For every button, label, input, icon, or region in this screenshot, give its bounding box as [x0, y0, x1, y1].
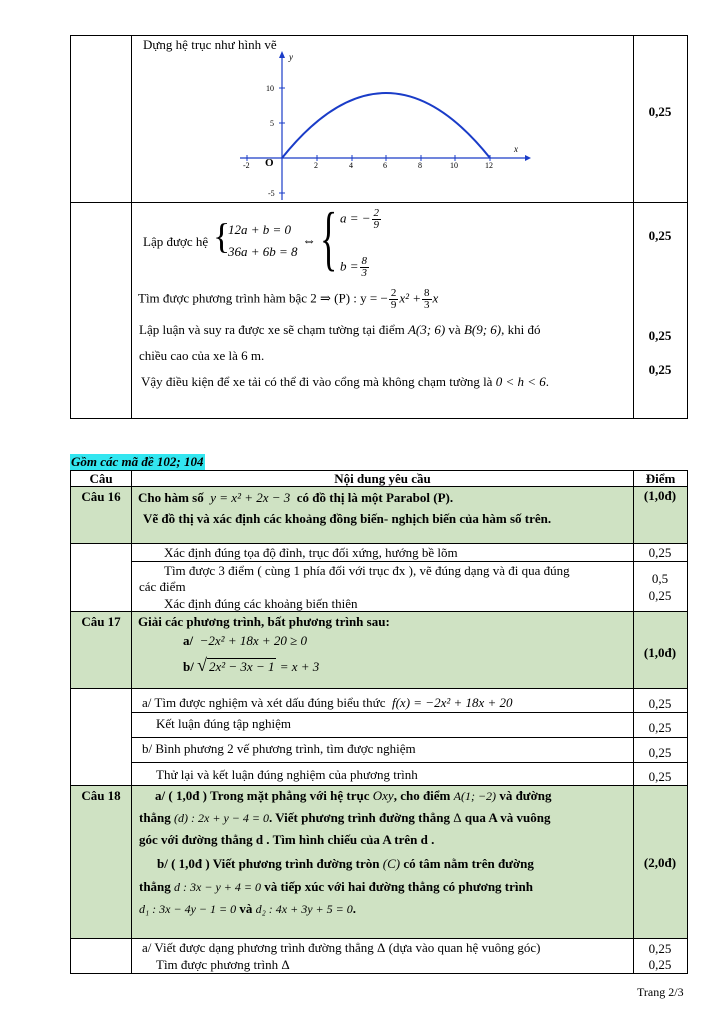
reason-line: Lập luận và suy ra được xe sẽ chạm tường tại điểm A(3; 6) và B(9; 6), khi đó [139, 322, 541, 337]
points-system: 0,25 [648, 228, 672, 243]
q17-col-line-1 [131, 612, 132, 688]
q16-label: Câu 16 [81, 489, 121, 504]
reason-line-2: chiều cao của xe là 6 m. [139, 348, 265, 363]
q18-divider [70, 938, 688, 939]
q16-r2-points: 0,5 [651, 571, 669, 586]
q18-r1: a/ Viết được dạng phương trình đường thẳng Δ (dựa vào quan hệ vuông góc) [142, 940, 541, 955]
q17-r1-points: 0,25 [648, 696, 672, 711]
equivalence-arrow: ⇔ [302, 234, 316, 249]
top-col-divider-1 [131, 35, 132, 419]
q17-points: (1,0đ) [643, 645, 677, 660]
x-axis-label: x [514, 144, 518, 154]
q16-line1: Cho hàm số y = x² + 2x − 3 có đồ thị là một Parabol (P). [138, 490, 454, 505]
q18-a-line3: góc với đường thẳng d . Tìm hình chiếu của A trên d . [139, 832, 435, 847]
x-tick-label: 10 [450, 161, 458, 170]
origin-label: O [265, 157, 274, 169]
q17-r3-divider [131, 762, 688, 763]
q17-r4: Thử lại và kết luận đúng nghiệm của phương trình [156, 767, 418, 782]
q18-b-line1: b/ ( 1,0đ ) Viết phương trình đường tròn (C) có tâm nằm trên đường [157, 856, 534, 871]
solution-b: b = $\frac{8}{3}$ [340, 255, 368, 279]
q16-r2a: Tìm được 3 điểm ( cùng 1 phía đối với trục đx ), vẽ đúng dạng và đi qua đúng [164, 563, 570, 578]
q17-label: Câu 17 [81, 614, 121, 629]
q17-b: b/ √ 2x² − 3x − 1 = x + 3 [183, 655, 320, 675]
q17-r1: a/ Tìm được nghiệm và xét dấu đúng biểu thức f(x) = −2x² + 18x + 20 [142, 695, 513, 710]
q16-r1-divider [131, 561, 688, 562]
q18-a-line1: a/ ( 1,0đ ) Trong mặt phẳng với hệ trục Oxy, cho điểm A(1; −2) và đường [155, 788, 552, 803]
system-brace-1: { [213, 216, 231, 256]
points-reason: 0,25 [648, 328, 672, 343]
x-tick-label: -2 [243, 161, 250, 170]
q17-r2: Kết luận đúng tập nghiệm [156, 716, 292, 731]
q16-divider [70, 543, 688, 544]
y-tick-label: 5 [270, 119, 274, 128]
q16-r1-points: 0,25 [648, 545, 672, 560]
section-title: Gồm các mã đề 102; 104 [71, 454, 204, 469]
q17-line1: Giải các phương trình, bất phương trình sau: [138, 614, 390, 629]
header-cau: Câu [89, 471, 113, 486]
parabola-curve [282, 93, 490, 158]
equation-2: 36a + 6b = 8 [228, 244, 298, 259]
q18-r1-points: 0,25 [648, 941, 672, 956]
q18-col-line-1 [131, 786, 132, 938]
function-line: Tìm được phương trình hàm bậc 2 ⇒ (P) : y = − $\frac{2}{9}$ x² + $\frac{8}{3}$ x [138, 287, 439, 311]
y-tick-label: -5 [268, 189, 275, 198]
page-footer: Trang 2/3 [637, 985, 684, 999]
q17-r4-points: 0,25 [648, 769, 672, 784]
q18-r2-points: 0,25 [648, 957, 672, 972]
q17-r2-divider [131, 737, 688, 738]
x-tick-label: 2 [314, 161, 318, 170]
q18-points: (2,0đ) [643, 855, 677, 870]
q18-label: Câu 18 [81, 788, 121, 803]
q17-r3-points: 0,25 [648, 745, 672, 760]
parabola-graph [235, 48, 535, 203]
q18-r2: Tìm được phương trình Δ [156, 957, 290, 972]
q16-col-line-1 [131, 487, 132, 543]
q17-r2-points: 0,25 [648, 720, 672, 735]
graph-caption: Dựng hệ trục như hình vẽ [143, 37, 277, 52]
q17-divider [70, 688, 688, 689]
q16-r2b: các điểm [139, 579, 186, 594]
header-content: Nội dung yêu cầu [334, 471, 431, 486]
header-points: Điểm [645, 471, 676, 486]
conclusion-line: Vậy điều kiện để xe tải có thể đi vào cổng mà không chạm tường là 0 < h < 6. [141, 374, 550, 389]
q16-line2: Vẽ đồ thị và xác định các khoảng đồng biến- nghịch biến của hàm số trên. [143, 511, 552, 526]
solution-a: a = − $\frac{2}{9}$ [340, 207, 380, 231]
x-tick-label: 8 [418, 161, 422, 170]
q17-r1-divider [131, 712, 688, 713]
q18-b-line3: d₁ : 3x − 4y − 1 = 0 và d₂ : 4x + 3y + 5 = 0. [139, 901, 356, 916]
x-tick-label: 4 [349, 161, 353, 170]
q16-r1: Xác định đúng tọa độ đỉnh, trục đối xứng, hướng bề lõm [164, 545, 458, 560]
q18-b-line2: thẳng d : 3x − y + 4 = 0 và tiếp xúc với hai đường thẳng có phương trình [139, 879, 533, 894]
points-graph: 0,25 [648, 104, 672, 119]
q17-r3: b/ Bình phương 2 vế phương trình, tìm được nghiệm [142, 741, 416, 756]
q16-r3: Xác định đúng các khoảng biến thiên [164, 596, 358, 611]
x-tick-label: 12 [485, 161, 493, 170]
x-tick-label: 6 [383, 161, 387, 170]
equation-1: 12a + b = 0 [228, 222, 292, 237]
q18-a-line2: thẳng (d) : 2x + y − 4 = 0. Viết phương trình đường thẳng Δ qua A và vuông [139, 810, 551, 825]
q17-a: a/ −2x² + 18x + 20 ≥ 0 [183, 633, 308, 648]
q16-r3-points: 0,25 [648, 588, 672, 603]
system-brace-2: { [320, 198, 338, 278]
q16-points: (1,0đ) [643, 488, 677, 503]
y-axis-label: y [289, 52, 293, 62]
points-conclusion: 0,25 [648, 362, 672, 377]
system-lead: Lập được hệ [143, 234, 209, 249]
y-tick-label: 10 [266, 84, 274, 93]
